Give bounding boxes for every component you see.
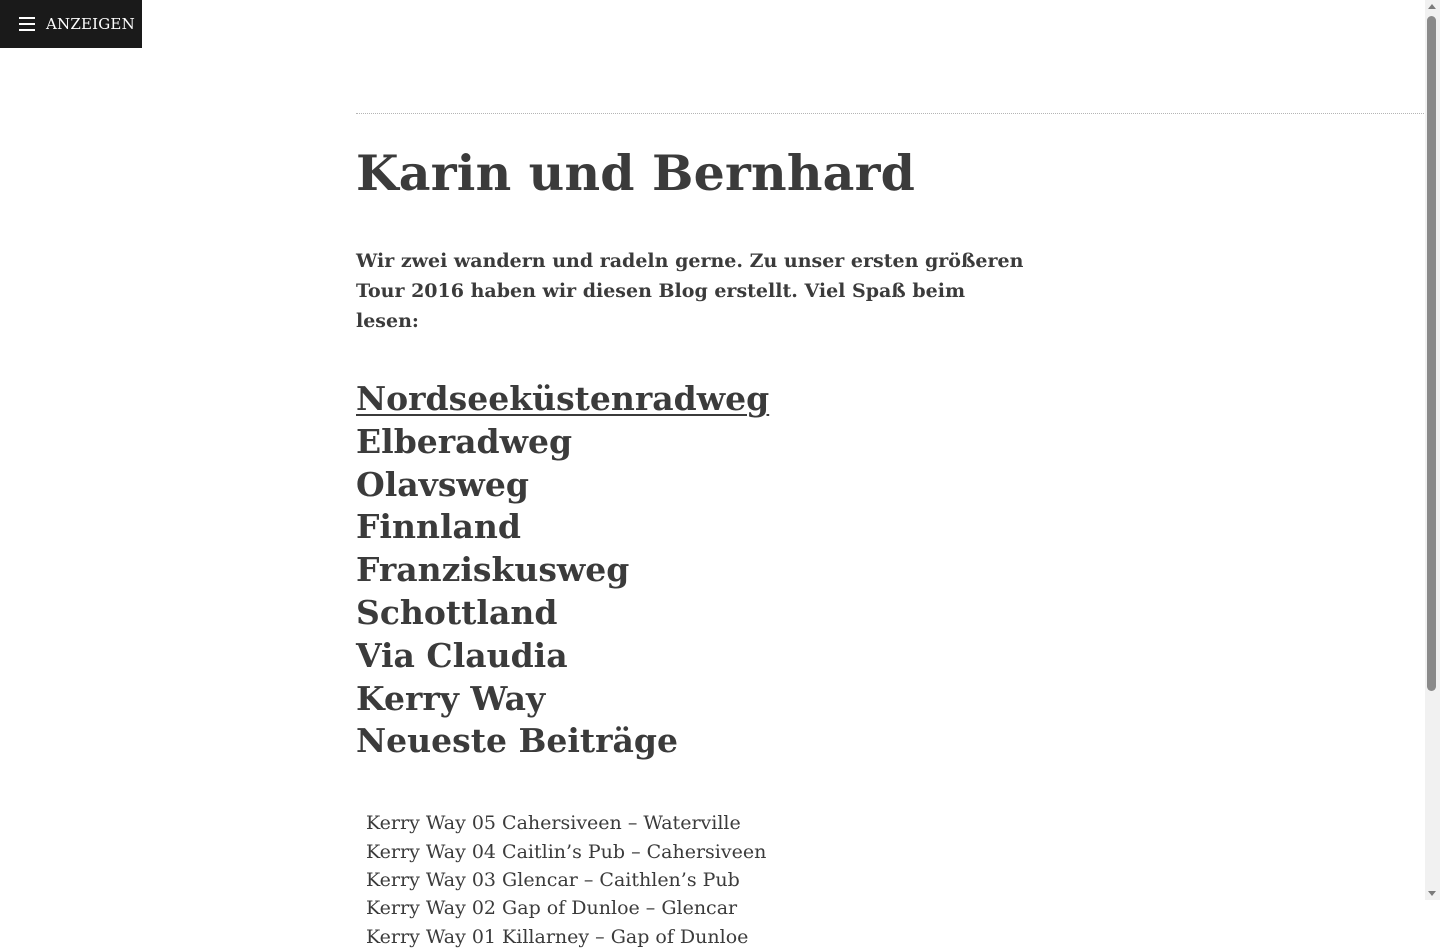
recent-post-link[interactable]: Kerry Way 01 Killarney – Gap of Dunloe [366,925,749,948]
tour-item [356,506,1056,549]
tour-link-elberadweg[interactable]: Elberadweg [356,421,573,461]
tour-item [356,592,1056,635]
tour-link-franziskusweg[interactable]: Franziskusweg [356,550,630,590]
scroll-up-arrow-icon[interactable] [1428,4,1436,9]
tour-item [356,678,1056,721]
site-title: Karin und Bernhard [356,144,916,202]
menu-toggle-label: ANZEIGEN [46,15,135,33]
tour-link-kerry-way[interactable]: Kerry Way [356,678,546,718]
tour-item [356,464,1056,507]
tour-link-nordseekuestenradweg[interactable]: Nordseeküstenradweg [356,379,770,418]
recent-post-link[interactable]: Kerry Way 05 Cahersiveen – Waterville [366,812,741,835]
list-item [366,894,1056,922]
site-description: Wir zwei wandern und radeln gerne. Zu unser ersten größeren Tour 2016 haben wir diesen Blog erstellt. Viel Spaß beim lesen: [356,250,1024,332]
tour-item [356,378,1056,421]
header-divider [356,113,1426,114]
recent-posts-heading: Neueste Beiträge [356,721,678,761]
tour-item [356,421,1056,464]
list-item [366,923,1056,951]
main-content [356,140,1056,951]
list-item [366,866,1056,894]
scroll-down-arrow-icon[interactable] [1428,891,1436,896]
tour-link-schottland[interactable]: Schottland [356,592,558,632]
scrollbar-thumb[interactable] [1427,16,1436,691]
tour-item [356,635,1056,678]
tour-list [356,378,1056,720]
recent-post-link[interactable]: Kerry Way 04 Caitlin’s Pub – Cahersiveen [366,840,767,863]
hamburger-menu-icon [19,17,37,31]
tour-item [356,549,1056,592]
list-item [366,838,1056,866]
tour-link-olavsweg[interactable]: Olavsweg [356,464,529,504]
recent-post-link[interactable]: Kerry Way 03 Glencar – Caithlen’s Pub [366,868,740,891]
vertical-scrollbar[interactable] [1425,0,1440,900]
menu-toggle-button[interactable] [0,0,142,48]
list-item [366,809,1056,837]
tour-link-finnland[interactable]: Finnland [356,507,521,547]
recent-posts-list [366,809,1056,951]
tour-link-via-claudia[interactable]: Via Claudia [356,635,568,675]
recent-post-link[interactable]: Kerry Way 02 Gap of Dunloe – Glencar [366,897,738,920]
